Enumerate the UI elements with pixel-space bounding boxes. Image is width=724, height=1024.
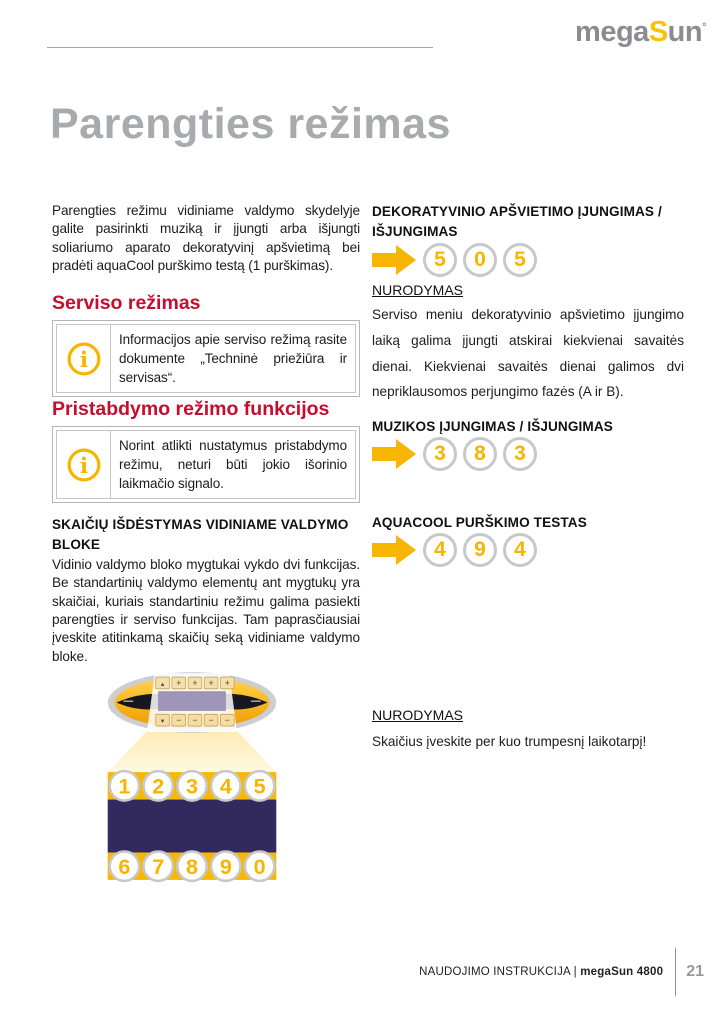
arrow-right-icon (372, 438, 417, 470)
plus-icon: + (176, 677, 182, 688)
keypad-digit: 7 (152, 854, 165, 880)
header-rule (47, 47, 433, 48)
keypad-digit: 4 (219, 773, 232, 799)
plus-icon: + (224, 677, 230, 688)
code-digit: 5 (423, 243, 457, 277)
code-title-music: MUZIKOS ĮJUNGIMAS / IŠJUNGIMAS (372, 419, 613, 434)
info-box-service-text: Informacijos apie serviso režimą rasite dokumente „Techninė priežiūra ir servisas“. (119, 332, 347, 386)
page-title: Parengties režimas (50, 100, 451, 148)
footer-doc-label: NAUDOJIMO INSTRUKCIJA (419, 966, 571, 978)
info-icon (66, 447, 102, 483)
code-digit: 3 (503, 437, 537, 471)
code-row-aquacool (372, 533, 684, 567)
info-icon (66, 341, 102, 377)
info-box-service (52, 320, 360, 397)
code-digit: 4 (423, 533, 457, 567)
megasun-logo (575, 16, 706, 49)
code-row-decorative-light (372, 243, 684, 277)
panel-display (159, 692, 226, 711)
page-number: 21 (686, 963, 704, 980)
arrow-right-icon (372, 244, 417, 276)
minus-icon: − (208, 715, 214, 726)
number-layout-paragraph: Vidinio valdymo bloko mygtukai vykdo dvi funkcijas. Be standartinių valdymo elementų ant mygtukų yra skaičiai, kuriais standartiniu režimu galima pasiekti parengties ir serviso funkcijas. Tam paprasčiausiai įveskite atitinkamą skaičių seką vidiniame valdymo bloke. (52, 557, 360, 664)
keypad (108, 771, 277, 881)
arrow-right-icon (372, 534, 417, 566)
footer-text (419, 966, 663, 978)
down-arrow-icon: ▼ (159, 719, 166, 726)
footer-model: megaSun 4800 (580, 966, 664, 978)
info-icon-cell (57, 325, 111, 392)
code-row-music (372, 437, 684, 471)
svg-text:i: i (79, 453, 88, 479)
code-title-aquacool: AQUACOOL PURŠKIMO TESTAS (372, 515, 587, 530)
minus-icon: − (176, 715, 182, 726)
note-label: NURODYMAS (372, 282, 464, 298)
section-title-number-layout: SKAIČIŲ IŠDĖSTYMAS VIDINIAME VALDYMO BLOKE (52, 517, 349, 553)
note-body: Skaičius įveskite per kuo trumpesnį laikotarpį! (372, 734, 647, 749)
footer-divider (675, 948, 676, 996)
minus-icon: − (224, 715, 230, 726)
code-digit: 9 (463, 533, 497, 567)
keypad-digit: 0 (253, 854, 266, 880)
keypad-digit: 6 (118, 854, 131, 880)
keypad-digit: 1 (118, 773, 131, 799)
code-digit: 3 (423, 437, 457, 471)
intro-paragraph: Parengties režimu vidiniame valdymo skydelyje galite pasirinkti muziką ir įjungti arba išjungti soliariumo aparato dekoratyvinį apšvietimą bei pradėti aquaCool purškimo testą (1 purškimas). (52, 203, 360, 274)
info-box-standby (52, 426, 360, 503)
keypad-digit: 3 (186, 773, 198, 799)
plus-icon: + (208, 677, 214, 688)
logo-accent: S (648, 16, 668, 48)
up-arrow-icon: ▲ (159, 681, 166, 688)
code-digit: 0 (463, 243, 497, 277)
note-body: Serviso meniu dekoratyvinio apšvietimo įjungimo laiką galima įjungti atskirai kiekvienai savaitės dienai. Kiekvienai savaitės dienai galimos dvi nepriklausomos perjungimo fazės (A ir B). (372, 307, 684, 400)
section-title-service: Serviso režimas (52, 292, 201, 314)
keypad-digit: 8 (186, 854, 198, 880)
page-footer (419, 948, 704, 996)
keypad-digit: 2 (152, 773, 165, 799)
control-panel-illustration (94, 668, 290, 888)
code-digit: 5 (503, 243, 537, 277)
code-title-decorative-light: DEKORATYVINIO APŠVIETIMO ĮJUNGIMAS / IŠJUNGIMAS (372, 204, 662, 240)
plus-icon: + (192, 677, 198, 688)
info-box-standby-text: Norint atlikti nustatymus pristabdymo režimu, neturi būti jokio išorinio laikmačio signalo. (119, 438, 347, 492)
light-beam (108, 731, 277, 772)
logo-prefix: mega (575, 16, 649, 48)
logo-suffix: un (667, 16, 703, 48)
minus-icon: − (192, 715, 198, 726)
svg-text:i: i (79, 347, 88, 373)
trademark-dot-icon: ° (702, 21, 706, 34)
keypad-digit: 9 (219, 854, 232, 880)
code-digit: 8 (463, 437, 497, 471)
info-icon-cell (57, 431, 111, 498)
footer-separator: | (573, 966, 577, 978)
section-title-standby: Pristabdymo režimo funkcijos (52, 398, 330, 420)
note-label: NURODYMAS (372, 707, 464, 723)
keypad-digit: 5 (253, 773, 266, 799)
code-digit: 4 (503, 533, 537, 567)
panel-ellipse (108, 672, 277, 733)
